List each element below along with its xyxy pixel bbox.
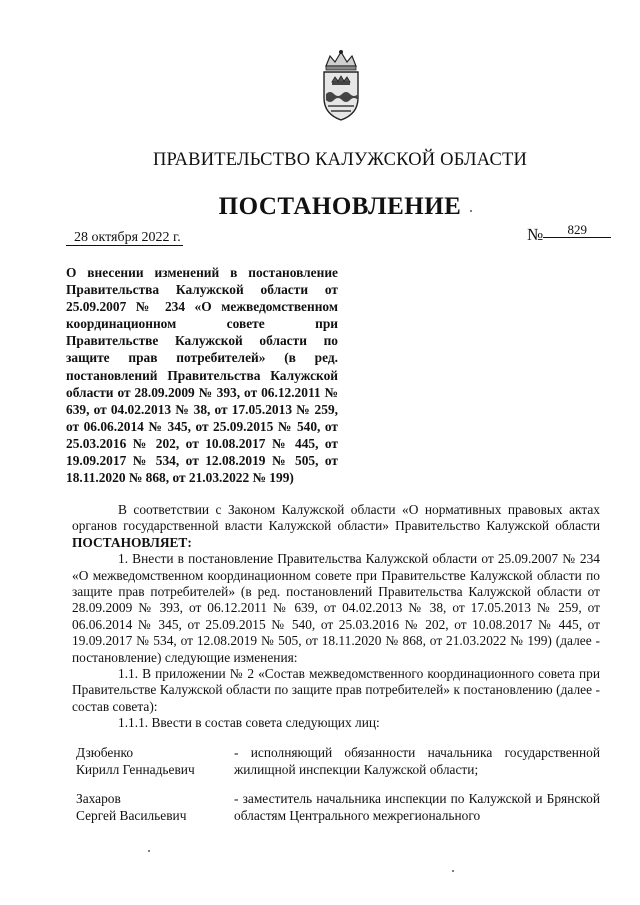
member-given-names: Сергей Васильевич (76, 808, 187, 823)
preamble-text: В соответствии с Законом Калужской области «О нормативных правовых актах органов государственной власти Калужской области» Правительство Калужской области (72, 502, 600, 534)
government-name: ПРАВИТЕЛЬСТВО КАЛУЖСКОЙ ОБЛАСТИ (152, 150, 528, 170)
member-surname: Дзюбенко (76, 745, 134, 760)
kaluga-coat-of-arms-icon (316, 48, 366, 124)
scan-speck (148, 850, 150, 852)
document-body (72, 502, 600, 732)
decides-colon: : (187, 534, 192, 550)
member-name (76, 790, 226, 824)
member-role: - заместитель начальника инспекции по Калужской и Брянской областям Центрального межрегионального (234, 791, 600, 823)
item-1-1-1-paragraph: 1.1.1. Ввести в состав совета следующих лиц: (118, 715, 380, 731)
member-name (76, 744, 226, 778)
member-given-names: Кирилл Геннадьевич (76, 762, 195, 777)
number-sign: № (527, 225, 544, 244)
item-1-1-paragraph: 1.1. В приложении № 2 «Состав межведомственного координационного совета при Правительстве Калужской области по защите прав потребителей» к постановлению (далее - состав совета): (72, 666, 600, 714)
number-value: 829 (543, 223, 611, 238)
member-surname: Захаров (76, 791, 121, 806)
document-type-title: ПОСТАНОВЛЕНИЕ (218, 193, 462, 220)
scan-speck (452, 870, 454, 872)
decides-word: ПОСТАНОВЛЯЕТ (72, 534, 188, 550)
document-subject: О внесении изменений в постановление Правительства Калужской области от 25.09.2007 № 234 «О межведомственном координационном совете при Правительстве Калужской области по защите прав потребителей» (в ред. постановлений Правительства Калужской области от 28.09.2009 № 393, от 06.12.2011 № 639, от 04.02.2013 № 38, от 17.05.2013 № 259, от 06.06.2014 № 345, от 25.09.2015 № 540, от 25.03.2016 № 202, от 10.08.2017 № 445, от 19.09.2017 № 534, от 12.08.2019 № 505, от 18.11.2020 № 868, от 21.03.2022 № 199) (66, 265, 338, 486)
item-1-paragraph: 1. Внести в постановление Правительства Калужской области от 25.09.2007 № 234 «О межведомственном координационном совете при Правительстве Калужской области по защите прав потребителей» (в ред. постановлений Правительства Калужской области от 28.09.2009 № 393, от 06.12.2011 № 639, от 04.02.2013 № 38, от 17.05.2013 № 259, от 06.06.2014 № 345, от 25.09.2015 № 540, от 25.03.2016 № 202, от 10.08.2017 № 445, от 19.09.2017 № 534, от 12.08.2019 № 505, от 18.11.2020 № 868, от 21.03.2022 № 199) (далее - постановление) следующие изменения: (72, 551, 600, 665)
scan-speck (470, 210, 472, 212)
document-number (527, 223, 611, 245)
preamble-paragraph (72, 502, 600, 551)
member-role: - исполняющий обязанности начальника государственной жилищной инспекции Калужской области; (234, 745, 600, 777)
document-date: 28 октября 2022 г. (66, 230, 183, 246)
